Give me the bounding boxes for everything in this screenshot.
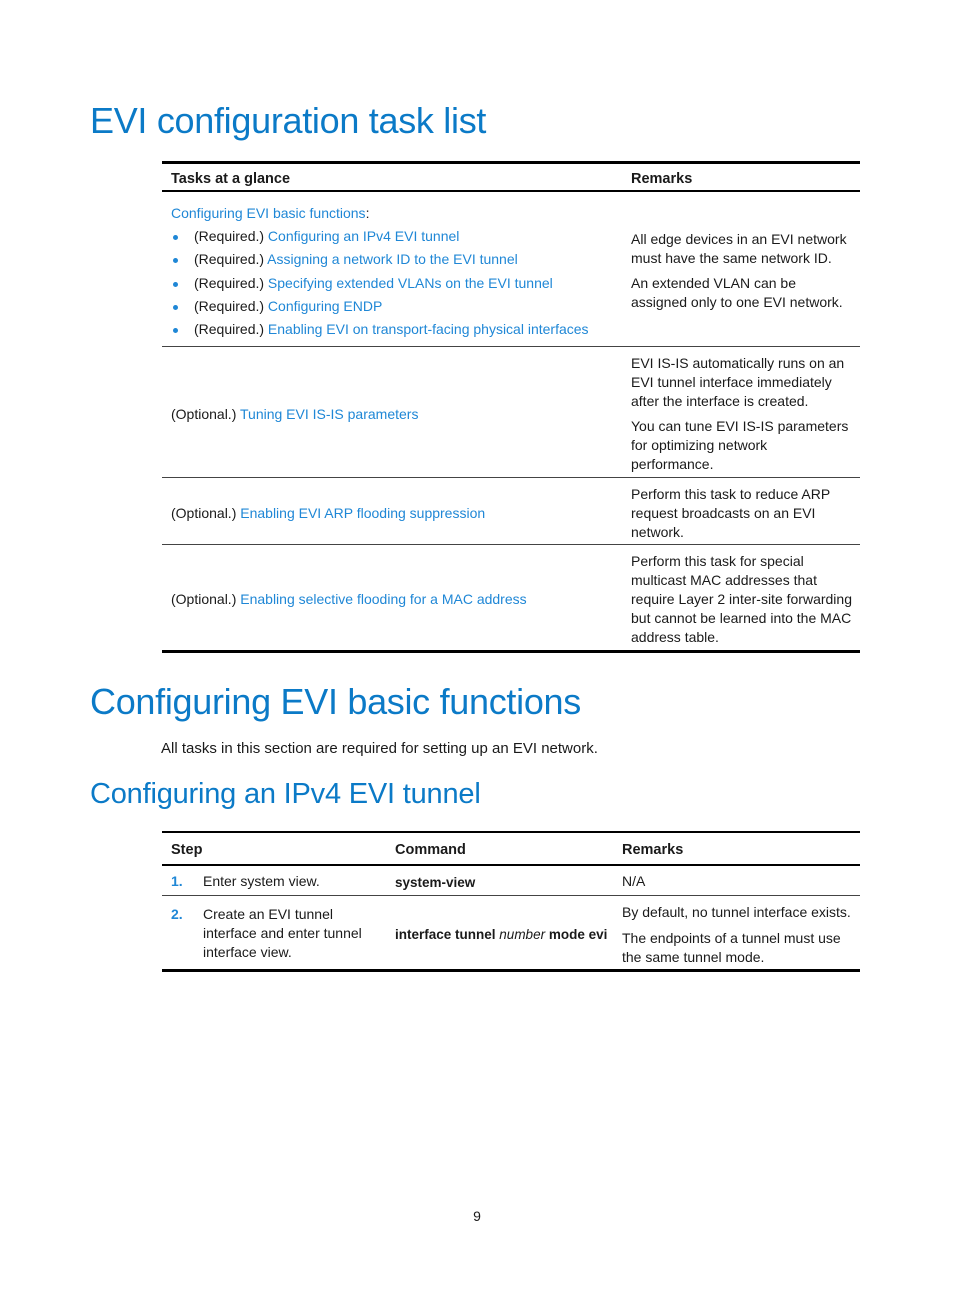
list-item: (Required.) Assigning a network ID to the EVI tunnel [194,251,518,267]
bullet-icon [173,258,178,263]
subsection-title-ipv4-evi-tunnel: Configuring an IPv4 EVI tunnel [90,778,481,810]
link-configuring-ipv4-evi-tunnel[interactable]: Configuring an IPv4 EVI tunnel [267,228,460,244]
table-row: (Optional.) Tuning EVI IS-IS parameters [171,406,419,422]
link-enabling-selective-flooding[interactable]: Enabling selective flooding for a MAC address [240,591,527,607]
link-assigning-network-id[interactable]: Assigning a network ID to the EVI tunnel [267,251,518,267]
remarks-cell: EVI IS-IS automatically runs on an EVI tunnel interface immediately after the interface is created. You can tune EVI IS-IS parameters for optimizing network performance. [631,355,849,472]
table-bottom-rule [162,969,860,972]
row-divider [162,477,860,478]
table-row: Configuring EVI basic functions: [171,205,370,221]
list-item: (Required.) Specifying extended VLANs on the EVI tunnel [194,275,553,291]
list-item: (Required.) Configuring an IPv4 EVI tunnel [194,228,460,244]
bullet-icon [173,282,178,287]
header-step: Step [171,842,203,858]
link-enabling-evi-transport-facing[interactable]: Enabling EVI on transport-facing physical interfaces [267,321,589,337]
row-divider [162,544,860,545]
remarks-cell: Perform this task to reduce ARP request broadcasts on an EVI network. [631,486,830,540]
step-description: Create an EVI tunnel interface and enter tunnel interface view. [203,906,362,960]
step-description: Enter system view. [203,873,320,889]
remarks-cell: By default, no tunnel interface exists. The endpoints of a tunnel must use the same tunnel mode. [622,904,851,965]
step-number: 1. [171,873,183,889]
bullet-icon [173,235,178,240]
link-tuning-evi-isis[interactable]: Tuning EVI IS-IS parameters [240,406,419,422]
link-specifying-extended-vlans[interactable]: Specifying extended VLANs on the EVI tunnel [267,275,553,291]
table-top-rule [162,831,860,833]
header-tasks: Tasks at a glance [171,171,291,187]
table-row: (Optional.) Enabling selective flooding for a MAC address [171,591,527,607]
header-remarks: Remarks [622,842,684,858]
row-divider [162,346,860,347]
section-intro-text: All tasks in this section are required for setting up an EVI network. [161,740,598,757]
step-number: 2. [171,906,183,922]
link-enabling-arp-flooding-suppression[interactable]: Enabling EVI ARP flooding suppression [240,505,486,521]
bullet-icon [173,305,178,310]
section-title-task-list: EVI configuration task list [90,100,487,141]
command-system-view: system-view [395,875,476,890]
list-item: (Required.) Configuring ENDP [194,298,383,314]
header-rule [162,864,860,866]
table-top-rule [162,161,860,164]
link-configuring-endp[interactable]: Configuring ENDP [267,298,383,314]
row-divider [162,895,860,896]
remarks-cell: Perform this task for special multicast MAC addresses that require Layer 2 inter-site forwarding but cannot be learned into the MAC address table. [631,553,852,645]
table-bottom-rule [162,650,860,653]
bullet-icon [173,328,178,333]
header-command: Command [395,842,466,858]
command-interface-tunnel: interface tunnel number mode evi [395,927,608,942]
link-configuring-evi-basic-functions[interactable]: Configuring EVI basic functions [171,205,366,221]
list-item: (Required.) Enabling EVI on transport-facing physical interfaces [194,321,589,337]
header-rule [162,190,860,192]
page-number: 9 [473,1208,481,1224]
section-title-basic-functions: Configuring EVI basic functions [90,681,581,722]
table-row: (Optional.) Enabling EVI ARP flooding suppression [171,505,486,521]
header-remarks: Remarks [631,171,693,187]
remarks-cell: N/A [622,873,646,889]
remarks-cell: All edge devices in an EVI network must have the same network ID. An extended VLAN can be assigned only to one EVI network. [631,231,847,310]
